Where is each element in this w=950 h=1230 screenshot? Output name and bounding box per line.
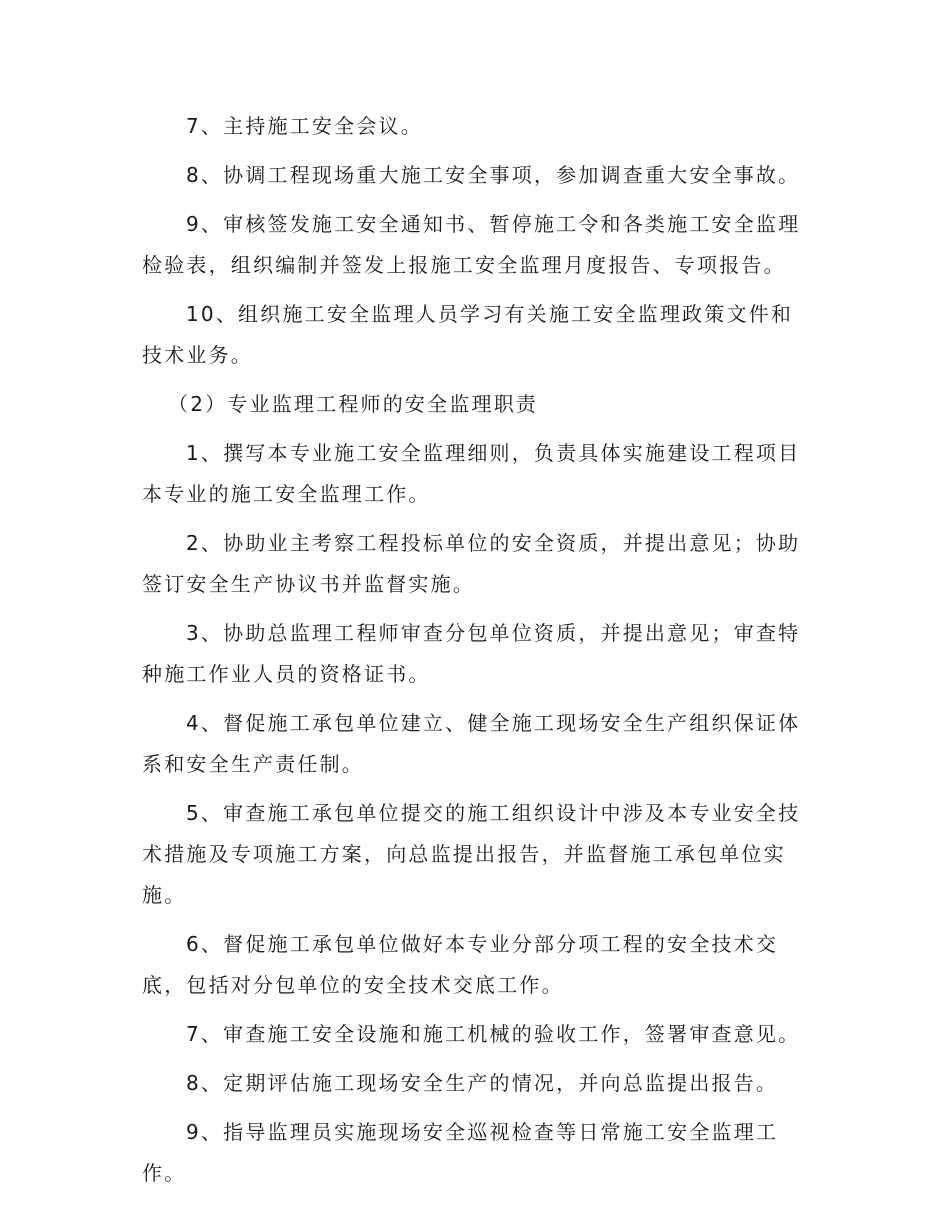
paragraph-duty-10: 10、组织施工安全监理人员学习有关施工安全监理政策文件和技术业务。 <box>142 302 794 367</box>
document-body <box>142 106 808 1202</box>
paragraph-item-1: 1、撰写本专业施工安全监理细则，负责具体实施建设工程项目本专业的施工安全监理工作。 <box>142 441 801 506</box>
paragraph-duty-9: 9、审核签发施工安全通知书、暂停施工令和各类施工安全监理检验表，组织编制并签发上报施工安全监理月度报告、专项报告。 <box>142 212 801 277</box>
paragraph-duty-8: 8、协调工程现场重大施工安全事项，参加调查重大安全事故。 <box>186 163 801 187</box>
paragraph-item-5: 5、审查施工承包单位提交的施工组织设计中涉及本专业安全技术措施及专项施工方案，向总监提出报告，并监督施工承包单位实施。 <box>142 801 801 907</box>
paragraph-item-4: 4、督促施工承包单位建立、健全施工现场安全生产组织保证体系和安全生产责任制。 <box>142 711 801 776</box>
paragraph-item-2: 2、协助业主考察工程投标单位的安全资质，并提出意见；协助签订安全生产协议书并监督实施。 <box>142 531 801 596</box>
paragraph-item-3: 3、协助总监理工程师审查分包单位资质，并提出意见；审查特种施工作业人员的资格证书。 <box>142 621 801 686</box>
paragraph-item-7: 7、审查施工安全设施和施工机械的验收工作，签署审查意见。 <box>186 1022 801 1046</box>
section-heading: （2）专业监理工程师的安全监理职责 <box>168 392 539 416</box>
paragraph-item-8: 8、定期评估施工现场安全生产的情况，并向总监提出报告。 <box>186 1071 779 1095</box>
paragraph-duty-7: 7、主持施工安全会议。 <box>186 114 423 138</box>
paragraph-item-9: 9、指导监理员实施现场安全巡视检查等日常施工安全监理工作。 <box>142 1120 779 1185</box>
paragraph-item-6: 6、督促施工承包单位做好本专业分部分项工程的安全技术交底，包括对分包单位的安全技术交底工作。 <box>142 932 779 997</box>
